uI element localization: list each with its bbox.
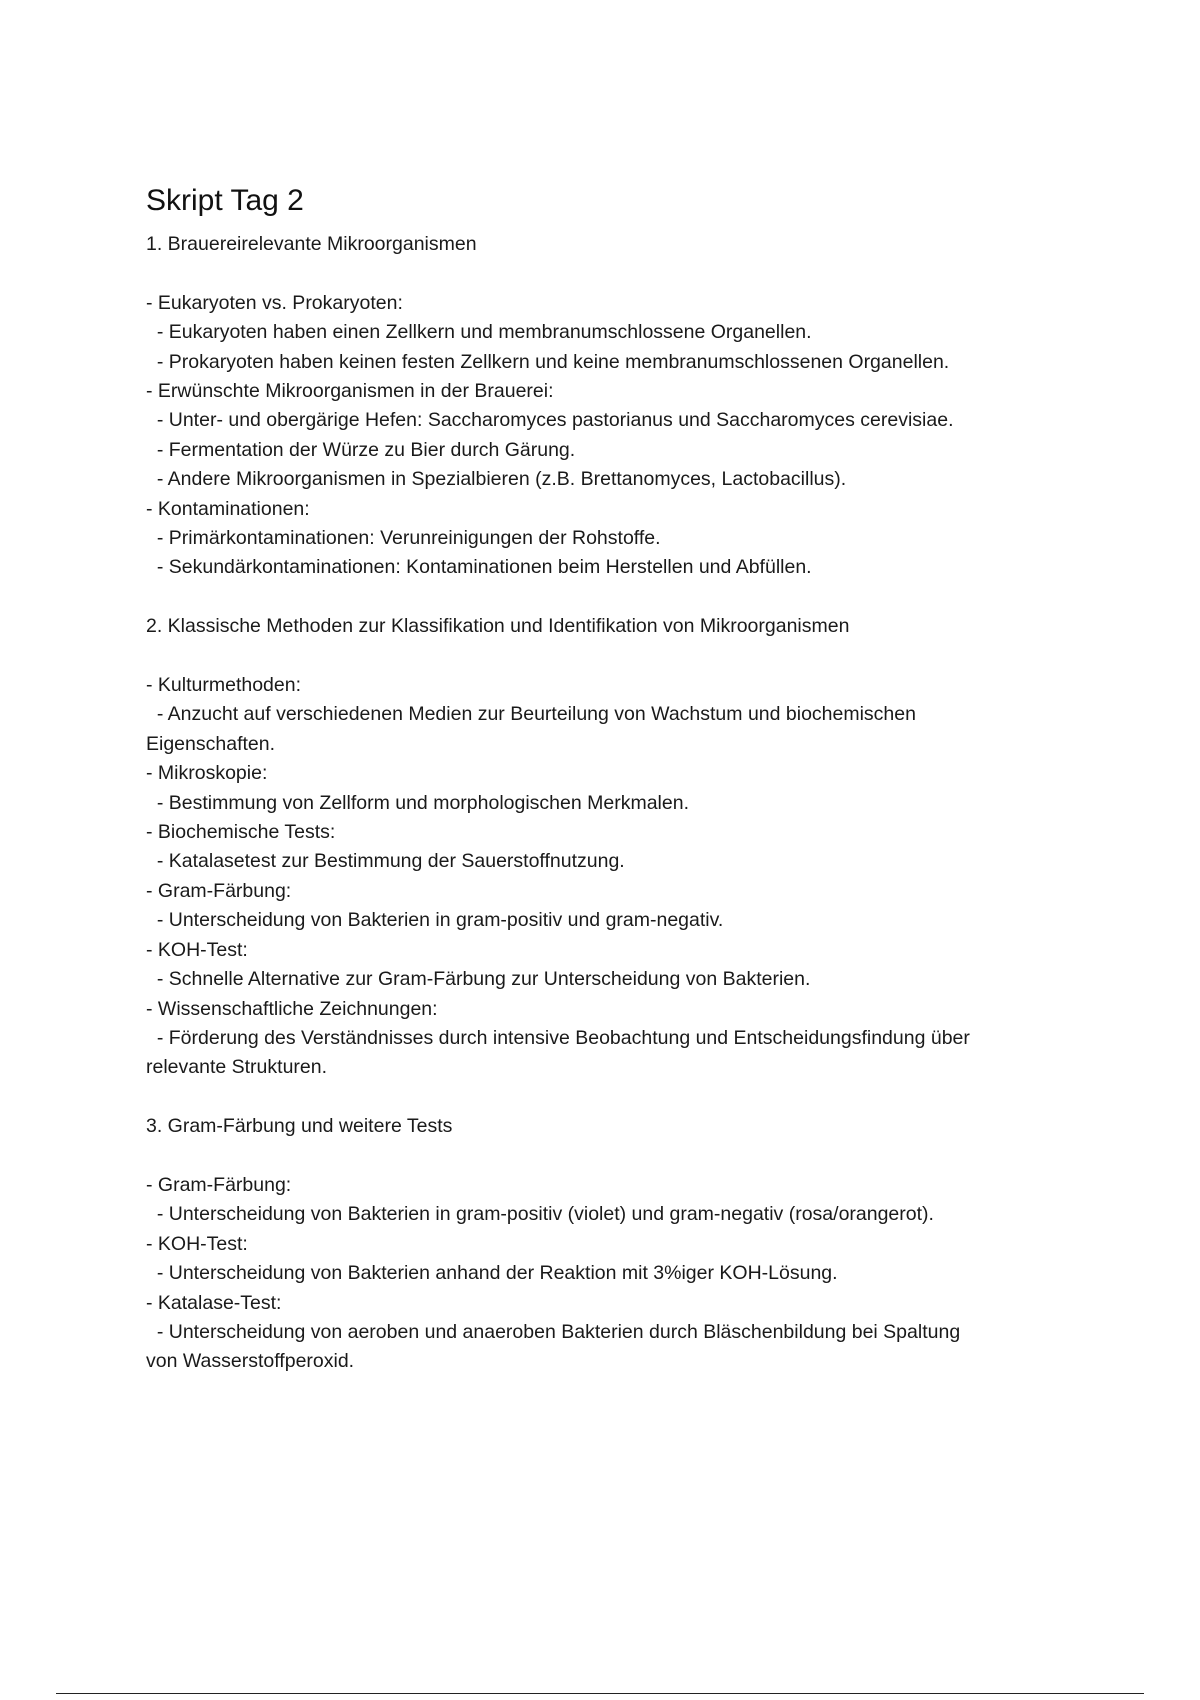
list-item: - Kulturmethoden: <box>146 674 302 697</box>
document-page <box>146 184 1086 1377</box>
document-title: Skript Tag 2 <box>146 184 304 217</box>
list-item: - Eukaryoten vs. Prokaryoten: <box>146 291 403 314</box>
document-body <box>146 230 1086 1377</box>
continuation-line: relevante Strukturen. <box>146 1056 328 1079</box>
list-item: - KOH-Test: <box>146 1232 248 1255</box>
sub-list-item: - Schnelle Alternative zur Gram-Färbung zur Unterscheidung von Bakterien. <box>146 968 811 991</box>
sub-list-item: - Unterscheidung von aeroben und anaeroben Bakterien durch Bläschenbildung bei Spaltung <box>146 1320 961 1343</box>
sub-list-item: - Primärkontaminationen: Verunreinigungen der Rohstoffe. <box>146 527 661 550</box>
sub-list-item: - Unterscheidung von Bakterien anhand der Reaktion mit 3%iger KOH-Lösung. <box>146 1262 838 1285</box>
sub-list-item: - Andere Mikroorganismen in Spezialbieren (z.B. Brettanomyces, Lactobacillus). <box>146 468 847 491</box>
blank-line <box>146 1142 1086 1171</box>
sub-list-item: - Förderung des Verständnisses durch intensive Beobachtung und Entscheidungsfindung über <box>146 1026 970 1049</box>
continuation-line: Eigenschaften. <box>146 732 276 755</box>
list-item: - Wissenschaftliche Zeichnungen: <box>146 997 438 1020</box>
sub-list-item: - Fermentation der Würze zu Bier durch Gärung. <box>146 438 576 461</box>
section-heading: 2. Klassische Methoden zur Klassifikation und Identifikation von Mikroorganismen <box>146 615 850 638</box>
list-item: - Gram-Färbung: <box>146 879 292 902</box>
list-item: - Gram-Färbung: <box>146 1173 292 1196</box>
sub-list-item: - Anzucht auf verschiedenen Medien zur Beurteilung von Wachstum und biochemischen <box>146 703 916 726</box>
blank-line <box>146 1083 1086 1112</box>
blank-line <box>146 259 1086 288</box>
sub-list-item: - Unterscheidung von Bakterien in gram-positiv und gram-negativ. <box>146 909 724 932</box>
list-item: - Kontaminationen: <box>146 497 310 520</box>
sub-list-item: - Prokaryoten haben keinen festen Zellkern und keine membranumschlossenen Organellen. <box>146 350 950 373</box>
sub-list-item: - Bestimmung von Zellform und morphologischen Merkmalen. <box>146 791 689 814</box>
sub-list-item: - Sekundärkontaminationen: Kontaminationen beim Herstellen und Abfüllen. <box>146 556 812 579</box>
sub-list-item: - Unterscheidung von Bakterien in gram-positiv (violet) und gram-negativ (rosa/orangerot). <box>146 1203 934 1226</box>
list-item: - Katalase-Test: <box>146 1291 282 1314</box>
list-item: - Biochemische Tests: <box>146 821 336 844</box>
sub-list-item: - Katalasetest zur Bestimmung der Sauerstoffnutzung. <box>146 850 625 873</box>
footer-divider <box>56 1693 1144 1694</box>
section-heading: 3. Gram-Färbung und weitere Tests <box>146 1115 453 1138</box>
section-heading: 1. Brauereirelevante Mikroorganismen <box>146 233 477 255</box>
continuation-line: von Wasserstoffperoxid. <box>146 1350 355 1373</box>
sub-list-item: - Unter- und obergärige Hefen: Saccharomyces pastorianus und Saccharomyces cerevisiae. <box>146 409 954 432</box>
sub-list-item: - Eukaryoten haben einen Zellkern und membranumschlossene Organellen. <box>146 321 812 344</box>
blank-line <box>146 583 1086 612</box>
list-item: - Erwünschte Mikroorganismen in der Brauerei: <box>146 380 554 403</box>
list-item: - KOH-Test: <box>146 938 248 961</box>
blank-line <box>146 642 1086 671</box>
list-item: - Mikroskopie: <box>146 762 268 785</box>
